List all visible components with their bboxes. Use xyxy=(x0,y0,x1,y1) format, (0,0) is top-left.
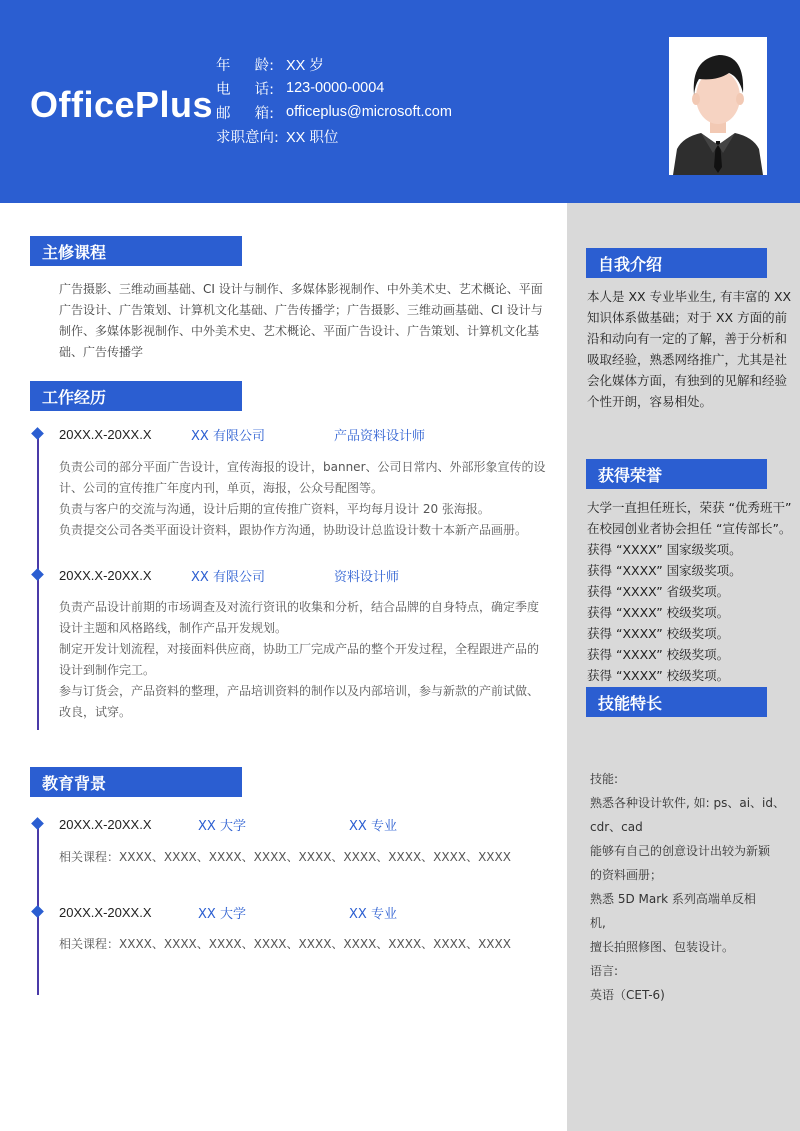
education-courses: 相关课程：XXXX、XXXX、XXXX、XXXX、XXXX、XXXX、XXXX、XXXX、XXXX xyxy=(59,937,511,951)
desc-line: 改良，试穿。 xyxy=(59,705,132,719)
info-row-phone xyxy=(216,76,452,100)
courses-text xyxy=(59,279,549,363)
desc-line: 负责产品设计前期的市场调查及对流行资讯的收集和分析，结合品牌的自身特点，确定季度 xyxy=(59,600,540,614)
skill-line: 机, xyxy=(590,916,606,930)
desc-line: 计、公司的宣传推广年度内刊，单页，海报，公众号配图等。 xyxy=(59,481,384,495)
desc-line: 负责公司的部分平面广告设计，宣传海报的设计，banner、公司日常内、外部形象宣传的设 xyxy=(59,460,546,474)
honors-text xyxy=(587,497,791,686)
header-banner xyxy=(0,0,800,203)
info-label: 电 话: xyxy=(216,81,274,98)
honor-line: 获得 “XXXX” 校级奖项。 xyxy=(587,626,730,641)
intro-line: 吸取经验，熟悉网络推广，尤其是社 xyxy=(587,352,788,367)
section-title-skills: 技能特长 xyxy=(586,687,767,717)
honor-line: 获得 “XXXX” 校级奖项。 xyxy=(587,668,730,683)
desc-line: 设计到制作完工。 xyxy=(59,663,156,677)
skill-line: 英语（CET-6) xyxy=(590,988,665,1002)
info-value-phone: 123-0000-0004 xyxy=(286,80,385,96)
info-row-email xyxy=(216,100,452,124)
timeline-marker xyxy=(31,427,44,440)
info-label: 年 龄: xyxy=(216,57,274,74)
skill-line: 熟悉 5D Mark 系列高端单反相 xyxy=(590,892,756,906)
entry-date: 20XX.X-20XX.X xyxy=(59,427,152,442)
entry-company: XX 有限公司 xyxy=(191,570,265,585)
desc-line: 参与订货会，产品资料的整理，产品培训资料的制作以及内部培训，参与新款的产前试做、 xyxy=(59,684,540,698)
avatar-icon xyxy=(669,37,767,175)
section-title-honors: 获得荣誉 xyxy=(586,459,767,489)
courses-line: 广告摄影、三维动画基础、CI 设计与制作、多媒体影视制作、中外美术史、艺术概论、平面 xyxy=(59,282,543,296)
section-title-work: 工作经历 xyxy=(30,381,242,411)
desc-line: 制定开发计划流程，对接面料供应商，协助工厂完成产品的整个开发过程，全程跟进产品的 xyxy=(59,642,540,656)
honor-line: 获得 “XXXX” 省级奖项。 xyxy=(587,584,730,599)
entry-date: 20XX.X-20XX.X xyxy=(59,568,152,583)
desc-line: 负责与客户的交流与沟通，设计后期的宣传推广资料，平均每月设计 20 张海报。 xyxy=(59,502,490,516)
skill-line: 熟悉各种设计软件, 如: ps、ai、id、 xyxy=(590,796,785,810)
info-label: 求职意向: xyxy=(216,129,279,146)
timeline-marker xyxy=(31,817,44,830)
info-value-age: XX 岁 xyxy=(286,57,324,74)
personal-info xyxy=(216,52,452,148)
info-label: 邮 箱: xyxy=(216,105,274,122)
skill-line: 技能: xyxy=(590,772,619,786)
skill-line: cdr、cad xyxy=(590,820,643,834)
info-row-intention xyxy=(216,124,452,148)
entry-school: XX 大学 xyxy=(198,907,246,922)
timeline-marker xyxy=(31,568,44,581)
education-courses: 相关课程：XXXX、XXXX、XXXX、XXXX、XXXX、XXXX、XXXX、XXXX、XXXX xyxy=(59,850,511,864)
honor-line: 获得 “XXXX” 国家级奖项。 xyxy=(587,563,742,578)
intro-line: 本人是 XX 专业毕业生, 有丰富的 XX xyxy=(587,289,792,304)
honor-line: 在校园创业者协会担任 “宣传部长”。 xyxy=(587,521,792,536)
timeline-marker xyxy=(31,905,44,918)
desc-line: 负责提交公司各类平面设计资料，跟协作方沟通，协助设计总监设计数十本新产品画册。 xyxy=(59,523,528,537)
work-entry-header xyxy=(59,425,425,444)
entry-date: 20XX.X-20XX.X xyxy=(59,905,152,920)
skill-line: 的资料画册； xyxy=(590,868,663,882)
info-value-intention: XX 职位 xyxy=(286,129,339,146)
education-entry-header xyxy=(59,815,397,834)
skill-line: 语言: xyxy=(590,964,619,978)
work-entry-description xyxy=(59,597,549,723)
intro-line: 会化媒体方面，有独到的见解和经验 xyxy=(587,373,788,388)
avatar-photo xyxy=(669,37,767,175)
entry-school: XX 大学 xyxy=(198,819,246,834)
honor-line: 获得 “XXXX” 校级奖项。 xyxy=(587,605,730,620)
entry-major: XX 专业 xyxy=(349,907,397,922)
intro-line: 个性开朗，容易相处。 xyxy=(587,394,713,409)
entry-position: 产品资料设计师 xyxy=(334,429,426,444)
entry-major: XX 专业 xyxy=(349,819,397,834)
honor-line: 获得 “XXXX” 国家级奖项。 xyxy=(587,542,742,557)
honor-line: 获得 “XXXX” 校级奖项。 xyxy=(587,647,730,662)
section-title-courses: 主修课程 xyxy=(30,236,242,266)
entry-position: 资料设计师 xyxy=(334,570,400,585)
courses-line: 广告设计、广告策划、计算机文化基础、广告传播学；广告摄影、三维动画基础、CI 设计与 xyxy=(59,303,543,317)
intro-line: 知识体系做基础；对于 XX 方面的前 xyxy=(587,310,788,325)
honor-line: 大学一直担任班长，荣获 “优秀班干” xyxy=(587,500,792,515)
section-title-education: 教育背景 xyxy=(30,767,242,797)
skill-line: 能够有自己的创意设计出较为新颖 xyxy=(590,844,771,858)
intro-line: 沿和动向有一定的了解，善于分析和 xyxy=(587,331,788,346)
work-entry-description xyxy=(59,457,549,541)
skills-text xyxy=(590,767,785,1007)
info-row-age xyxy=(216,52,452,76)
entry-company: XX 有限公司 xyxy=(191,429,265,444)
section-title-intro: 自我介绍 xyxy=(586,248,767,278)
education-entry-header xyxy=(59,903,397,922)
name-title: OfficePlus xyxy=(30,84,214,125)
intro-text xyxy=(587,286,791,412)
info-value-email: officeplus@microsoft.com xyxy=(286,104,452,120)
courses-line: 础、广告传播学 xyxy=(59,345,144,359)
courses-line: 制作、多媒体影视制作、中外美术史、艺术概论、平面广告设计、广告策划、计算机文化基 xyxy=(59,324,540,338)
work-entry-header xyxy=(59,566,399,585)
desc-line: 设计主题和风格路线，制作产品开发规划。 xyxy=(59,621,288,635)
skill-line: 擅长拍照修图、包装设计。 xyxy=(590,940,735,954)
entry-date: 20XX.X-20XX.X xyxy=(59,817,152,832)
